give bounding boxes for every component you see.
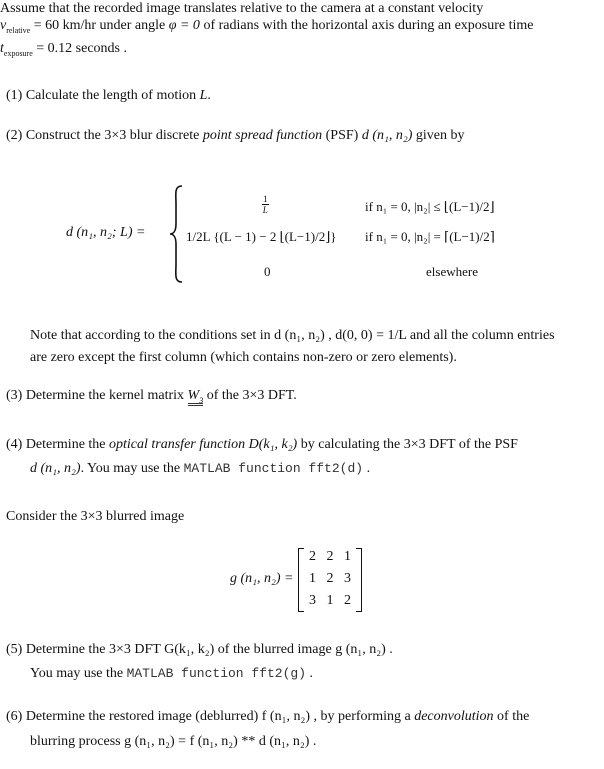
psf-term: point spread function xyxy=(202,128,323,143)
v-rest: of radians with the horizontal axis during an exposure time xyxy=(199,18,534,33)
v-symbol: v xyxy=(0,18,7,33)
question-5-line-2: You may use the MATLAB function fft2(g) . xyxy=(30,666,314,681)
matrix-lhs: g (n₁, n₂) = xyxy=(230,571,294,586)
blurred-image-matrix xyxy=(0,546,604,616)
phi-equation: φ = 0 xyxy=(168,18,200,33)
intro-line-2 xyxy=(0,17,534,36)
consider-text: Consider the 3×3 blurred image xyxy=(6,509,185,524)
case3-value: 0 xyxy=(264,264,271,279)
case2-value: 1/2L {(L − 1) − 2 ⌊(L−1)/2⌋} xyxy=(186,229,337,244)
matlab-code-fft2-g: MATLAB function fft2(g) xyxy=(126,666,307,681)
case2-condition: if n₁ = 0, |n₂| = ⌈(L−1)/2⌉ xyxy=(365,229,495,244)
case1-value: $\frac{1}{L}$ xyxy=(262,194,268,215)
formula-brace xyxy=(168,184,184,284)
question-6-line-1: (6) Determine the restored image (deblurred) f (n₁, n₂) , by performing a deconvolution of the xyxy=(6,709,530,724)
intro-line-1: Assume that the recorded image translates relative to the camera at a constant velocity xyxy=(0,1,484,16)
note-line-1: Note that according to the conditions set in d (n₁, n₂) , d(0, 0) = 1/L and all the column entries xyxy=(30,328,555,343)
v-subscript: relative xyxy=(6,26,31,35)
question-3: (3) Determine the kernel matrix $W_3$ of the 3×3 DFT. xyxy=(6,388,297,405)
formula-lhs: d (n₁, n₂; L) = xyxy=(66,225,146,240)
question-1: (1) Calculate the length of motion L. xyxy=(6,88,211,103)
question-2: (2) Construct the 3×3 blur discrete point spread function (PSF) d (n₁, n₂) given by xyxy=(6,128,465,143)
question-4-line-1: (4) Determine the optical transfer function D(k₁, k₂) by calculating the 3×3 DFT of the PSF xyxy=(6,437,518,452)
matrix-right-bracket xyxy=(356,548,362,612)
otf-term: optical transfer function xyxy=(109,437,246,452)
v-value: = 60 km/hr under angle xyxy=(30,18,169,33)
t-symbol: t xyxy=(0,41,4,56)
kernel-matrix-symbol: $W_3$ xyxy=(187,388,204,405)
psf-formula xyxy=(0,180,604,290)
matrix-left-bracket xyxy=(298,548,304,612)
intro-line-3 xyxy=(0,40,127,59)
matrix-row-3: 3 1 2 xyxy=(309,593,351,608)
question-4-line-2: d (n₁, n₂). You may use the MATLAB function fft2(d) . xyxy=(30,461,371,476)
case1-condition: if n₁ = 0, |n₂| ≤ ⌊(L−1)/2⌋ xyxy=(365,199,495,214)
matrix-row-2: 1 2 3 xyxy=(309,571,351,586)
note-line-2: are zero except the first column (which contains non-zero or zero elements). xyxy=(30,350,457,365)
deconvolution-term: deconvolution xyxy=(414,709,494,724)
matlab-code-fft2-d: MATLAB function fft2(d) xyxy=(183,461,364,476)
question-6-line-2: blurring process g (n₁, n₂) = f (n₁, n₂) ** d (n₁, n₂) . xyxy=(30,734,317,749)
question-5-line-1: (5) Determine the 3×3 DFT G(k₁, k₂) of the blurred image g (n₁, n₂) . xyxy=(6,642,393,657)
case3-condition: elsewhere xyxy=(426,264,478,279)
matrix-row-1: 2 2 1 xyxy=(309,549,351,564)
t-value: = 0.12 seconds . xyxy=(32,41,128,56)
t-subscript: exposure xyxy=(3,49,33,58)
